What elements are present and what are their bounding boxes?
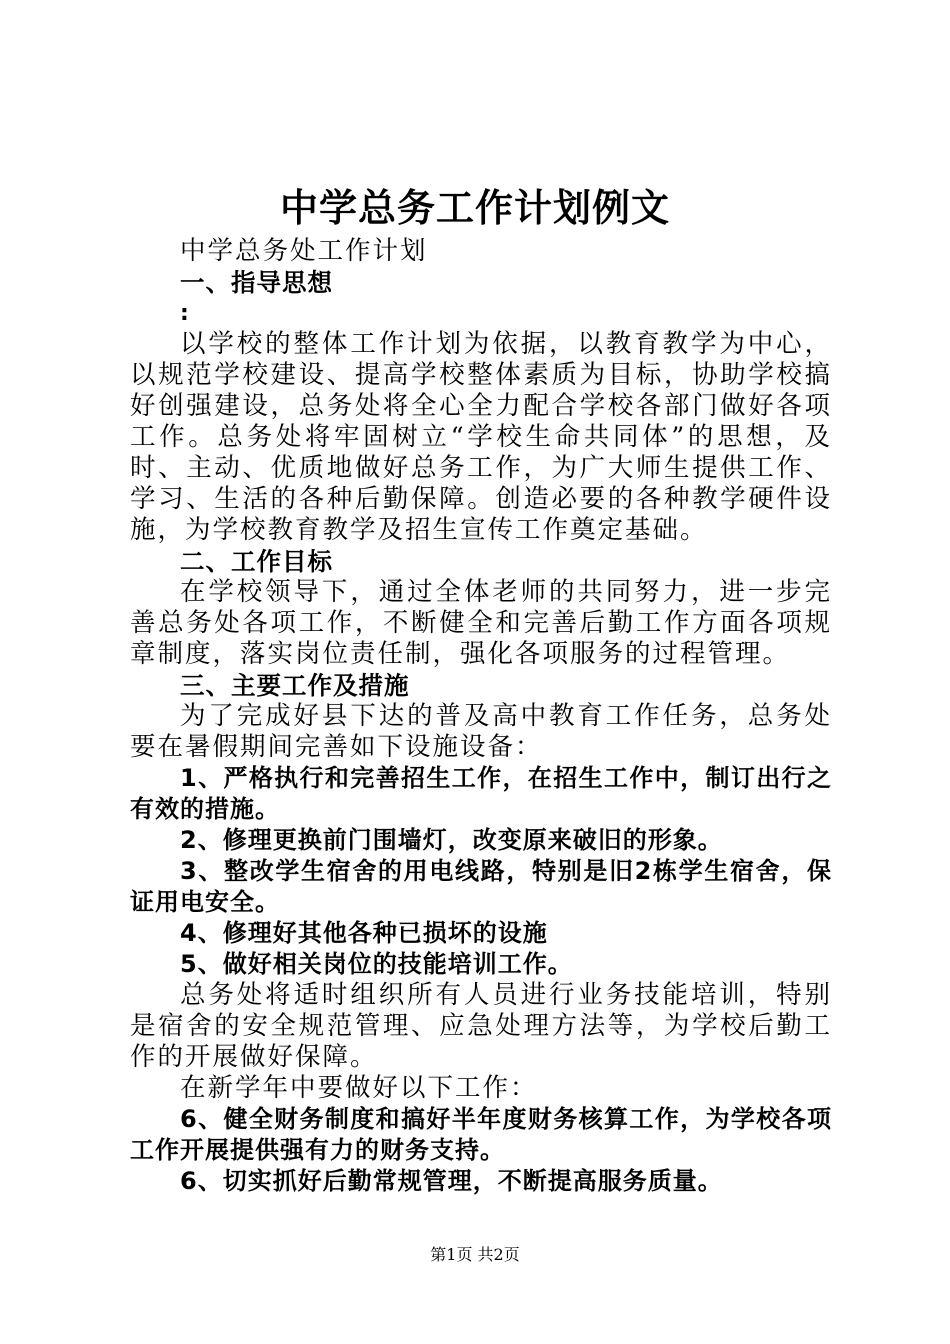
page-footer: 第1页 共2页: [430, 1245, 520, 1264]
list-item: 5、做好相关岗位的技能培训工作。: [180, 950, 573, 978]
list-item: 4、修理好其他各种已损坏的设施: [180, 919, 548, 947]
paragraph: 在新学年中要做好以下工作：: [180, 1073, 538, 1103]
list-item: 2、修理更换前门围墙灯，改变原来破旧的形象。: [180, 826, 723, 854]
paragraph: 总务处将适时组织所有人员进行业务技能培训，特别是宿舍的安全规范管理、应急处理方法等，为学校后勤工作的开展做好保障。: [130, 980, 832, 1072]
list-item: 6、切实抓好后勤常规管理，不断提高服务质量。: [180, 1167, 723, 1195]
list-item: 1、严格执行和完善招生工作，在招生工作中，制订出行之有效的措施。: [130, 764, 832, 823]
document-body: [130, 236, 832, 1197]
list-item: 6、健全财务制度和搞好半年度财务核算工作，为学校各项工作开展提供强有力的财务支持。: [130, 1105, 832, 1164]
section-heading: 二、工作目标: [180, 547, 333, 576]
section-heading: 一、指导思想: [180, 268, 333, 297]
paragraph: 为了完成好县下达的普及高中教育工作任务，总务处要在暑假期间完善如下设施设备：: [130, 701, 832, 762]
section-heading: 三、主要工作及措施: [180, 671, 410, 700]
paragraph: 在学校领导下，通过全体老师的共同努力，进一步完善总务处各项工作，不断健全和完善后勤工作方面各项规章制度，落实岗位责任制，强化各项服务的过程管理。: [130, 577, 832, 669]
paragraph: :: [180, 301, 191, 326]
paragraph: 以学校的整体工作计划为依据，以教育教学为中心，以规范学校建设、提高学校整体素质为目标，协助学校搞好创强建设，总务处将全心全力配合学校各部门做好各项工作。总务处将牢固树立“学校生命共同体”的思想，及时、主动、优质地做好总务工作，为广大师生提供工作、学习、生活的各种后勤保障。创造必要的各种教学硬件设施，为学校教育教学及招生宣传工作奠定基础。: [130, 329, 832, 545]
document-title: 中学总务工作计划例文: [279, 185, 670, 230]
paragraph: 中学总务处工作计划: [180, 236, 428, 266]
list-item: 3、整改学生宿舍的用电线路，特别是旧2栋学生宿舍，保证用电安全。: [130, 857, 832, 916]
